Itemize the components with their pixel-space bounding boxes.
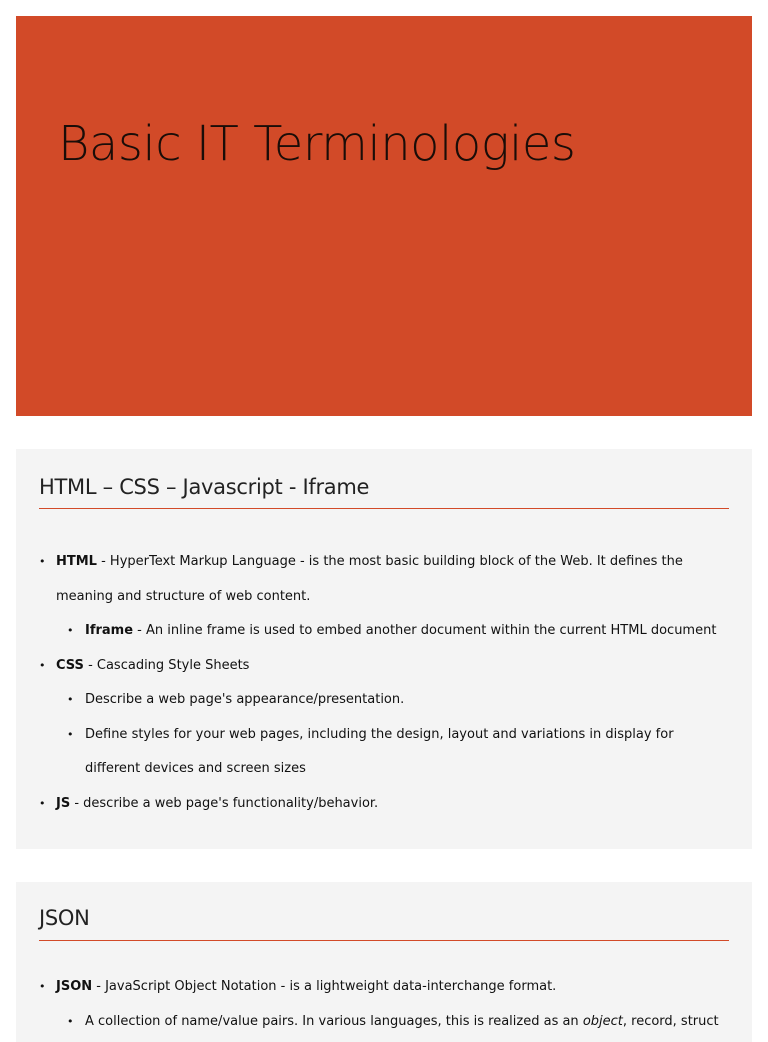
presentation-title: Basic IT Terminologies [58,116,576,172]
bullet-js [39,787,732,822]
bullet-text: - HyperText Markup Language - is the most basic building block of the Web. It defines the meaning and structure of web content. [56,554,683,604]
bullet-text: - An inline frame is used to embed another document within the current HTML document [133,623,717,638]
bullet-text: Define styles for your web pages, including the design, layout and variations in display for different devices and screen sizes [85,726,674,776]
bullet-text: - JavaScript Object Notation - is a lightweight data-interchange format. [92,979,557,994]
bullet-css-appearance [39,683,732,718]
bullet-icon: • [39,980,46,993]
bullet-text: - Cascading Style Sheets [83,657,250,673]
slide-json [16,882,752,1042]
bullet-italic-term: object [582,1013,623,1029]
bullet-icon: • [67,1014,74,1028]
bullet-text: , record, struct [622,1013,719,1029]
bullet-icon: • [67,727,74,741]
bullet-list [39,545,732,821]
bullet-icon: • [39,555,46,568]
bullet-json [39,970,732,1005]
heading-divider [39,508,729,509]
bullet-list [39,970,732,1039]
bullet-json-collection [39,1005,732,1040]
bullet-term: HTML [56,554,97,569]
bullet-term: CSS [56,657,84,673]
heading-divider [39,940,729,941]
bullet-css [39,649,732,684]
bullet-text: - describe a web page's functionality/behavior. [70,795,379,811]
slide-heading: JSON [39,906,90,930]
bullet-icon: • [67,624,74,637]
bullet-term: JSON [56,979,93,994]
bullet-text: Describe a web page's appearance/presentation. [85,692,405,707]
title-slide [16,16,752,416]
bullet-term: JS [56,795,71,811]
bullet-text: A collection of name/value pairs. In various languages, this is realized as an [85,1013,583,1029]
bullet-term: Iframe [85,623,134,638]
slide-html-css-js [16,449,752,849]
bullet-iframe [39,614,732,649]
bullet-icon: • [67,693,74,706]
bullet-icon: • [39,796,46,810]
bullet-html [39,545,732,614]
slide-heading: HTML – CSS – Javascript - Iframe [39,475,370,499]
bullet-icon: • [39,658,46,672]
bullet-css-styles [39,718,732,787]
